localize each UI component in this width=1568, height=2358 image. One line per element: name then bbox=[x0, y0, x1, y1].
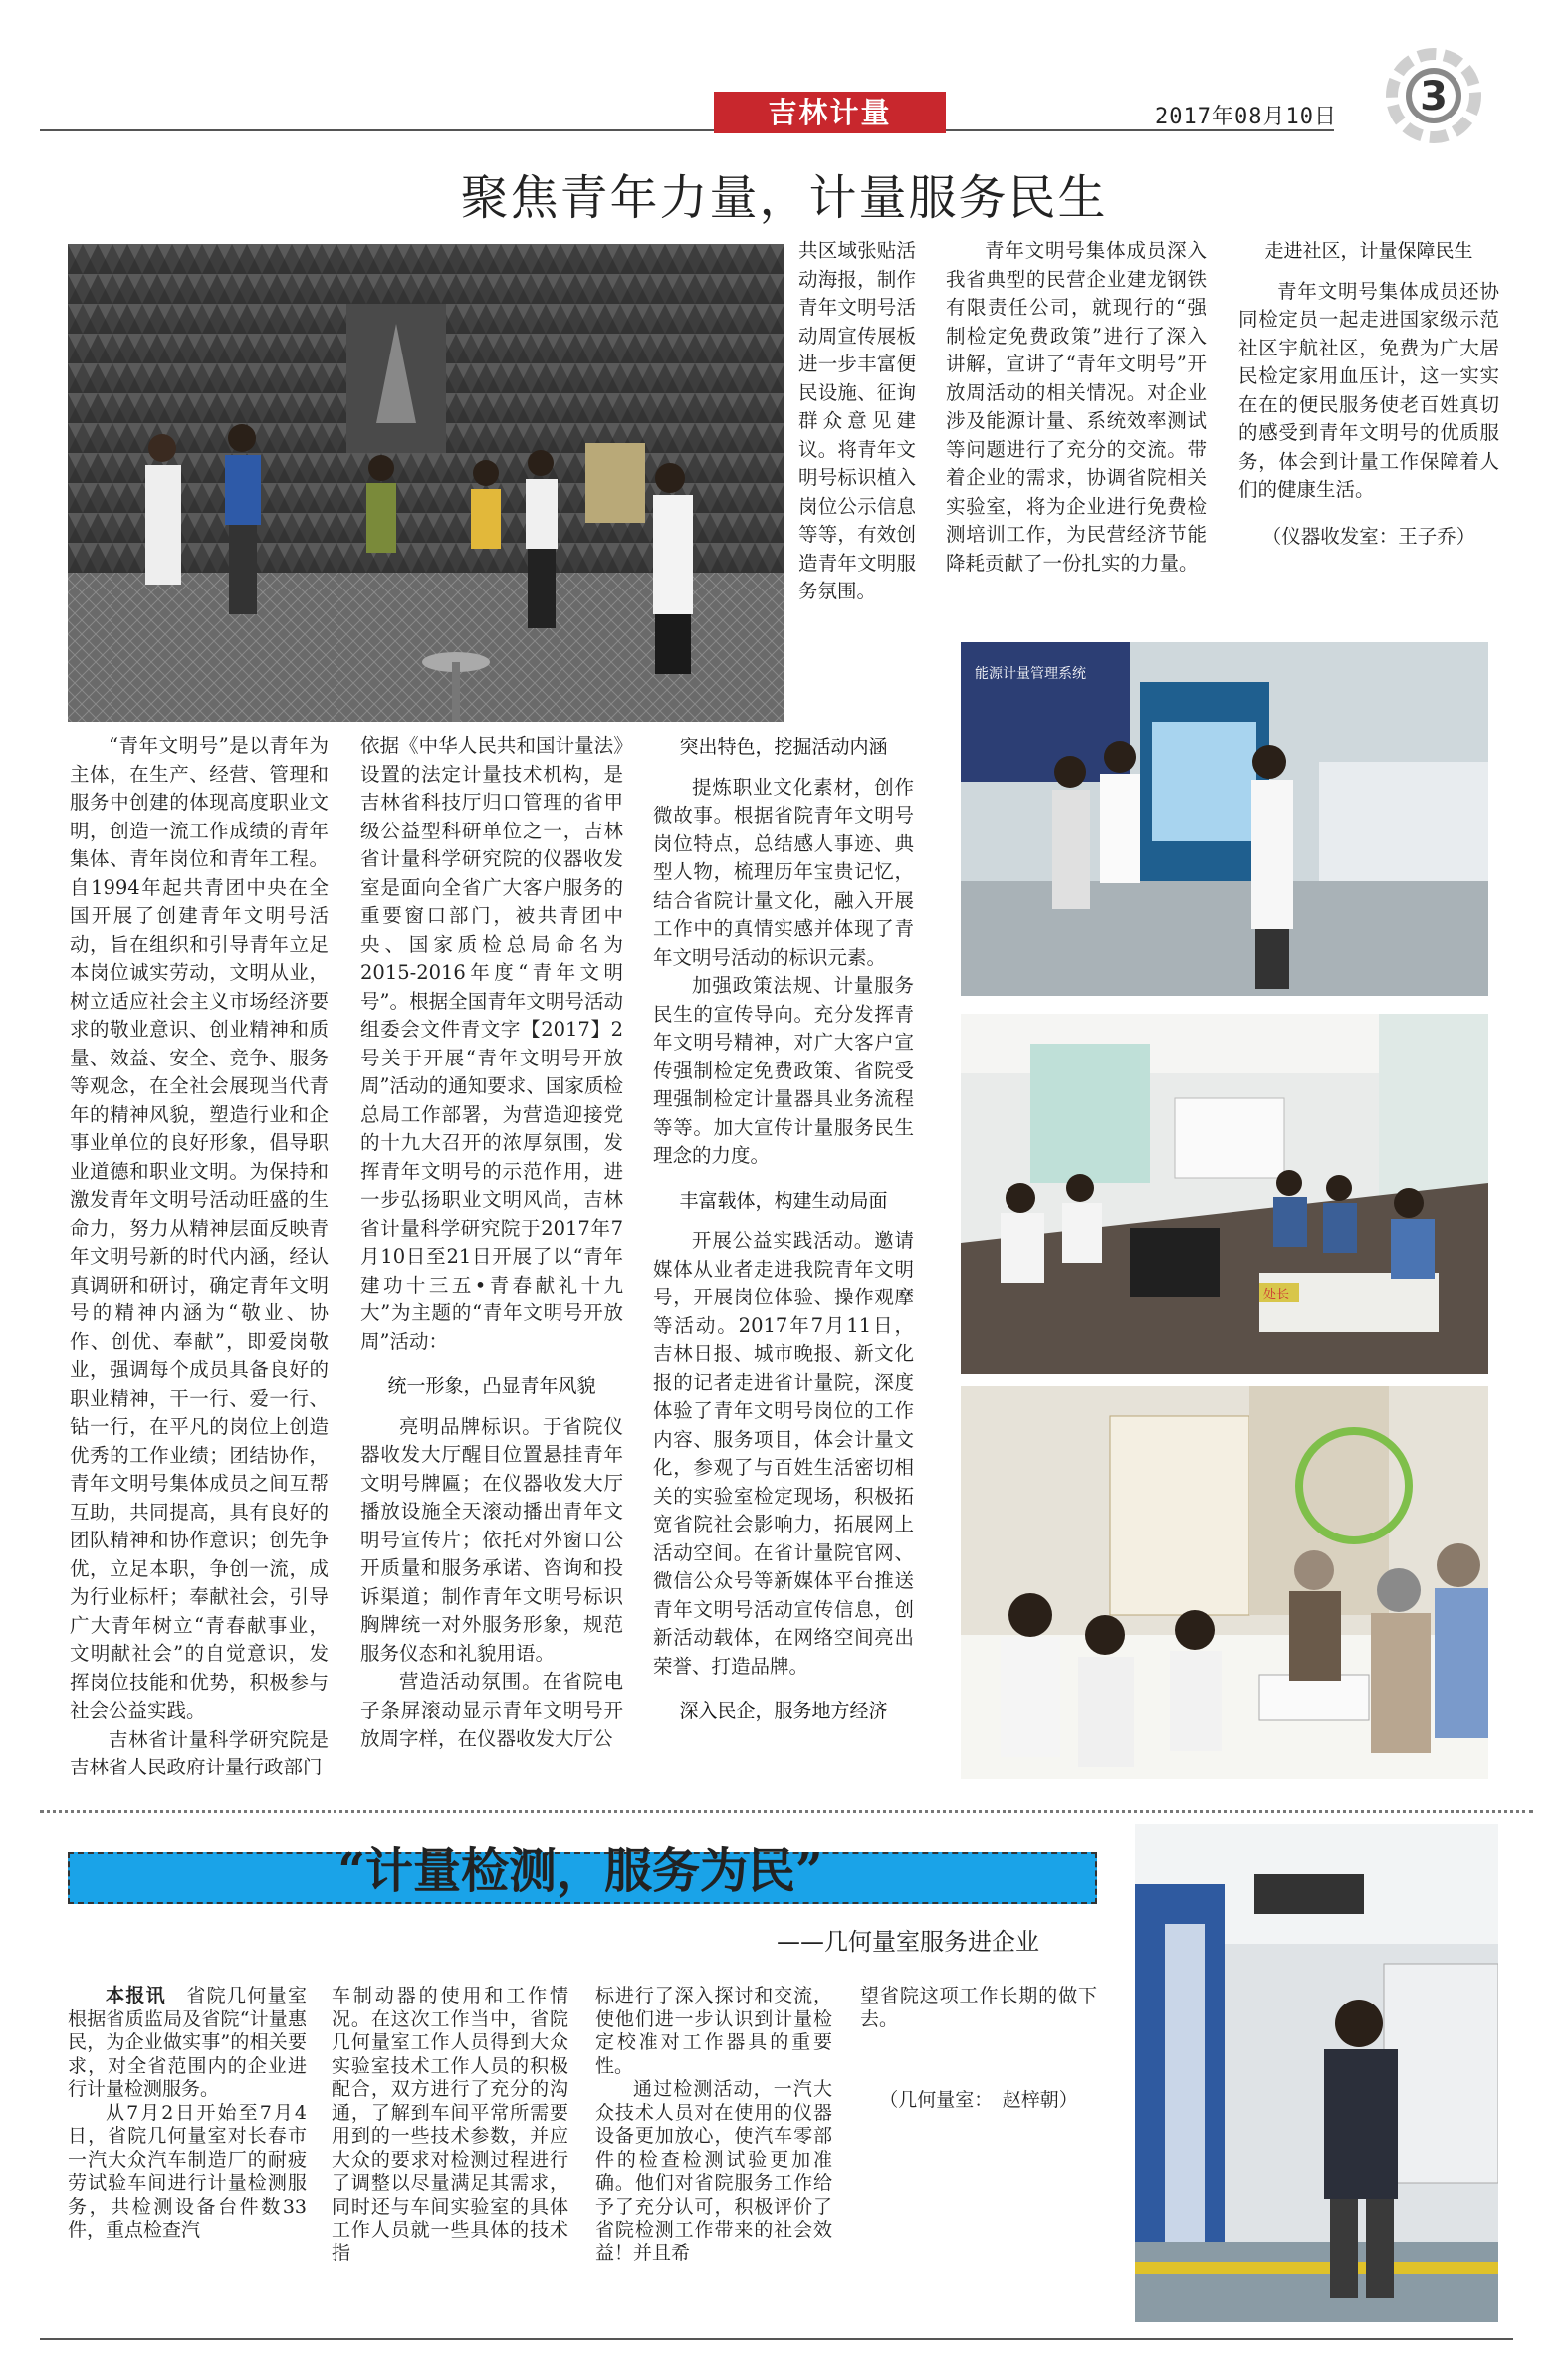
paragraph: 营造活动氛围。在省院电子条屏滚动显示青年文明号开放周字样，在仪器收发大厅公 bbox=[360, 1670, 623, 1750]
footer-rule bbox=[40, 2338, 1513, 2340]
issue-date: 2017年08月10日 bbox=[1155, 105, 1337, 129]
page-number: 3 bbox=[1420, 74, 1448, 119]
byline: （仪器收发室：王子乔） bbox=[1261, 524, 1476, 548]
paragraph: “青年文明号”是以青年为主体，在生产、经营、管理和服务中创建的体现高度职业文明，创造一流工作成绩的青年集体、青年岗位和青年工程。自1994年起共青团中央在全国开展了创建青年文明号活动，旨在组织和引导青年立足本岗位诚实劳动，文明从业，树立适应社会主义市场经济要求的敬业意识、创业精神和质量、效益、安全、竞争、服务等观念，在全社会展现当代青年的精神风貌，塑造行业和企事业单位的良好形象，倡导职业道德和职业文明。为保持和激发青年文明号活动旺盛的生命力，努力从精神层面反映青年文明号新的时代内涵，经认真调研和研讨，确定青年文明号的精神内涵为“敬业、协作、创优、奉献”，即爱岗敬业，强调每个成员具备良好的职业精神，干一行、爱一行、钻一行，在平凡的岗位上创造优秀的工作业绩；团结协作，青年文明号集体成员之间互帮互助，共同提高，具有良好的团队精神和协作意识；创先争优，立足本职，争创一流，成为行业标杆；奉献社会，引导广大青年树立“青春献事业，文明献社会”的自觉意识，发挥岗位技能和优势，积极参与社会公益实践。 bbox=[70, 734, 329, 1722]
article-col-1 bbox=[70, 732, 329, 1782]
nameplate-text: 处长 bbox=[1263, 1288, 1290, 1302]
section-heading: 突出特色，挖掘活动内涵 bbox=[679, 736, 888, 758]
article-col-a bbox=[798, 237, 916, 606]
paragraph: 标进行了深入探讨和交流，使他们进一步认识到计量检定校准对工作器具的重要性。 bbox=[595, 1985, 832, 2077]
photo-anechoic-chamber bbox=[68, 244, 784, 722]
gear-icon bbox=[1374, 36, 1493, 155]
paragraph: 加强政策法规、计量服务民生的宣传导向。充分发挥青年文明号精神，对广大客户宣传强制检定免费政策、省院受理强制检定计量器具业务流程等等。加大宣传计量服务民生理念的力度。 bbox=[653, 974, 914, 1167]
photo-vehicle-test-workshop bbox=[1135, 1824, 1498, 2322]
photo-energy-system-display bbox=[961, 642, 1488, 996]
article2-col-2 bbox=[332, 1985, 568, 2265]
section-heading: 丰富载体，构建生动局面 bbox=[679, 1189, 888, 1212]
section-heading: 走进社区，计量保障民生 bbox=[1264, 240, 1473, 262]
article-col-c bbox=[1238, 231, 1499, 551]
paragraph: 共区域张贴活动海报，制作青年文明号活动周宣传展板进一步丰富便民设施、征询群众意见建议。将青年文明号标识植入岗位公示信息等等，有效创造青年文明服务氛围。 bbox=[798, 239, 916, 602]
paragraph: 依据《中华人民共和国计量法》设置的法定计量技术机构，是吉林省科技厅归口管理的省甲级公益型科研单位之一，吉林省计量科学研究院的仪器收发室是面向全省广大客户服务的重要窗口部门，被共青团中央、国家质检总局命名为2015-2016年度“青年文明号”。根据全国青年文明号活动组委会文件青文字【2017】2号关于开展“青年文明号开放周”活动的通知要求、国家质检总局工作部署，为营造迎接党的十九大召开的浓厚氛围，发挥青年文明号的示范作用，进一步弘扬职业文明风尚，吉林省计量科学研究院于2017年7月10日至21日开展了以“青年建功十三五•青春献礼十九大”为主题的“青年文明号开放周”活动： bbox=[360, 734, 623, 1353]
sign-text: 能源计量管理系统 bbox=[975, 666, 1086, 682]
article2-col-3 bbox=[595, 1985, 832, 2265]
paragraph: 通过检测活动，一汽大众技术人员对在使用的仪器设备更加放心，使汽车零部件的检查检测试验更加准确。他们对省院服务工作给予了充分认可，积极评价了省院检测工作带来的社会效益！并且希 bbox=[595, 2078, 832, 2264]
photo-community-blood-pressure bbox=[961, 1386, 1488, 1779]
paragraph: 亮明品牌标识。于省院仪器收发大厅醒目位置悬挂青年文明号牌匾；在仪器收发大厅播放设施全天滚动播出青年文明号宣传片；依托对外窗口公开质量和服务承诺、咨询和投诉渠道；制作青年文明号标识胸牌统一对外服务形象，规范服务仪态和礼貌用语。 bbox=[360, 1414, 623, 1665]
paragraph: 开展公益实践活动。邀请媒体从业者走进我院青年文明号，开展岗位体验、操作观摩等活动。2017年7月11日，吉林日报、城市晚报、新文化报的记者走进省计量院，深度体验了青年文明号岗位的工作内容、服务项目，体会计量文化，参观了与百姓生活密切相关的实验室检定现场，积极拓宽省院社会影响力，拓展网上活动空间。在省计量院官网、微信公众号等新媒体平台推送青年文明号活动宣传信息，创新活动载体，在网络空间亮出荣誉、打造品牌。 bbox=[653, 1229, 914, 1678]
paragraph: 省院几何量室根据省质监局及省院“计量惠民，为企业做实事”的相关要求，对全省范围内的企业进行计量检测服务。 bbox=[68, 1985, 307, 2100]
paragraph: 提炼职业文化素材，创作微故事。根据省院青年文明号岗位特点，总结感人事迹、典型人物，梳理历年宝贵记忆，结合省院计量文化，融入开展工作中的真情实感并体现了青年文明号活动的标识元素。 bbox=[653, 775, 914, 969]
article2-col-4 bbox=[860, 1985, 1097, 2113]
photo-meeting-room bbox=[961, 1014, 1488, 1374]
article2-title: “计量检测，服务为民” bbox=[337, 1843, 823, 1899]
byline: （几何量室： 赵梓朝） bbox=[879, 2089, 1078, 2111]
paragraph: 车制动器的使用和工作情况。在这次工作当中，省院几何量室工作人员得到大众实验室技术工作人员的积极配合，双方进行了充分的沟通，了解到车间平常所需要用到的一些技术参数，并应大众的要求对检测过程进行了调整以尽量满足其需求，同时还与车间实验室的具体工作人员就一些具体的技术指 bbox=[332, 1985, 568, 2264]
section-heading: 统一形象，凸显青年风貌 bbox=[387, 1375, 596, 1397]
section-heading: 深入民企，服务地方经济 bbox=[679, 1700, 888, 1722]
article2-subtitle: ——几何量室服务进企业 bbox=[777, 1928, 1039, 1956]
page-number-badge bbox=[1374, 36, 1493, 155]
paragraph: 望省院这项工作长期的做下去。 bbox=[860, 1985, 1097, 2030]
paragraph: 青年文明号集体成员深入我省典型的民营企业建龙钢铁有限责任公司，就现行的“强制检定免费政策”进行了深入讲解，宣讲了“青年文明号”开放周活动的相关情况。对企业涉及能源计量、系统效率测试等问题进行了充分的交流。带着企业的需求，协调省院相关实验室，将为企业进行免费检测培训工作，为民营经济节能降耗贡献了一份扎实的力量。 bbox=[946, 239, 1207, 575]
article-col-3 bbox=[653, 725, 914, 1738]
paragraph: 青年文明号集体成员还协同检定员一起走进国家级示范社区宇航社区，免费为广大居民检定家用血压计，这一实实在在的便民服务使老百姓真切的感受到青年文明号的优质服务，体会到计量工作保障着人们的健康生活。 bbox=[1238, 279, 1499, 501]
article-col-2 bbox=[360, 732, 623, 1754]
lead-label: 本报讯 bbox=[106, 1985, 166, 2006]
masthead: 吉林计量 bbox=[714, 92, 946, 133]
header-rule bbox=[40, 129, 1334, 131]
article-title: 聚焦青年力量，计量服务民生 bbox=[460, 170, 1108, 226]
article-col-b bbox=[946, 237, 1207, 578]
section-divider bbox=[40, 1810, 1533, 1813]
paragraph: 从7月2日开始至7月4日，省院几何量室对长春市一汽大众汽车制造厂的耐疲劳试验车间进行计量检测服务，共检测设备台件数33件，重点检查汽 bbox=[68, 2101, 307, 2240]
article2-col-1 bbox=[68, 1985, 307, 2242]
paragraph: 吉林省计量科学研究院是吉林省人民政府计量行政部门 bbox=[70, 1727, 329, 1778]
